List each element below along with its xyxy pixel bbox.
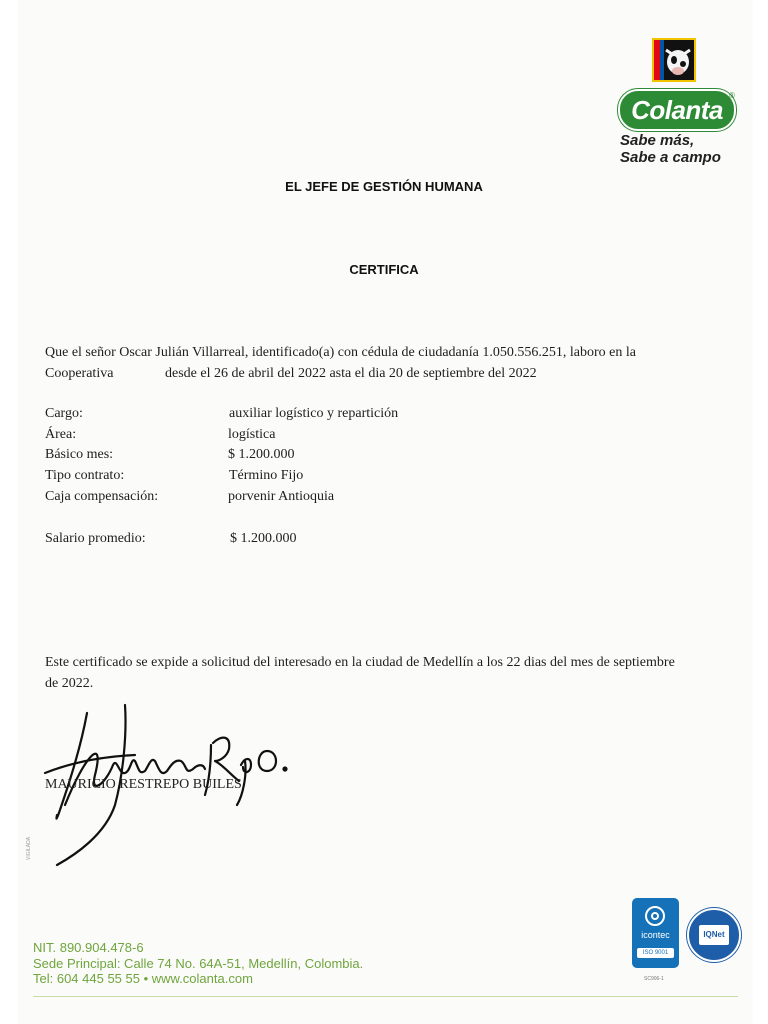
intro-line-2b: desde el 26 de abril del 2022 asta el dia 20 de septiembre del 2022 [165, 366, 537, 381]
detail-value: porvenir Antioquia [228, 489, 335, 504]
cow-logo-icon [652, 38, 696, 82]
icontec-logo-icon [645, 906, 665, 926]
closing-line-1: Este certificado se expide a solicitud del interesado en la ciudad de Medellín a los 22 dias del mes de septiembre [45, 655, 675, 670]
intro-line-2a: Cooperativa [45, 366, 114, 381]
cert-code: SC906-1 [644, 976, 664, 982]
detail-value: $ 1.200.000 [228, 447, 295, 462]
footer-address: Sede Principal: Calle 74 No. 64A-51, Medellín, Colombia. [33, 956, 364, 971]
slogan-line-1: Sabe más, [620, 132, 695, 149]
detail-value: logística [228, 427, 276, 442]
salary-value: $ 1.200.000 [230, 531, 297, 546]
detail-label: Caja compensación: [45, 489, 159, 504]
detail-label: Cargo: [45, 406, 83, 421]
footer-contact: Tel: 604 445 55 55 • www.colanta.com [33, 971, 253, 986]
intro-line-1: Que el señor Oscar Julián Villarreal, identificado(a) con cédula de ciudadanía 1.050.556.251, laboro en la [45, 345, 636, 360]
slogan-line-2: Sabe a campo [620, 149, 721, 166]
iqnet-label: IQNet [699, 925, 729, 945]
detail-value: auxiliar logístico y repartición [229, 406, 399, 421]
detail-label: Tipo contrato: [45, 468, 125, 483]
document-subheading: CERTIFICA [349, 262, 419, 277]
detail-label: Área: [45, 427, 77, 442]
signatory-name: MAURICIO RESTREPO BUILES [45, 777, 242, 792]
salary-label: Salario promedio: [45, 531, 146, 546]
detail-label: Básico mes: [45, 447, 114, 462]
footer-nit: NIT. 890.904.478-6 [33, 940, 144, 955]
iso-label: ISO 9001 [637, 948, 674, 958]
document-heading: EL JEFE DE GESTIÓN HUMANA [285, 179, 483, 194]
closing-line-2: de 2022. [45, 676, 94, 691]
brand-logo: Colanta [618, 89, 736, 131]
vigilada-mark: VIGILADA [26, 836, 32, 860]
icontec-label: icontec [641, 930, 670, 940]
iqnet-badge [687, 908, 741, 962]
footer-divider [33, 996, 738, 997]
icontec-badge [632, 898, 679, 968]
detail-value: Término Fijo [229, 468, 304, 483]
registered-mark: ® [729, 91, 735, 100]
